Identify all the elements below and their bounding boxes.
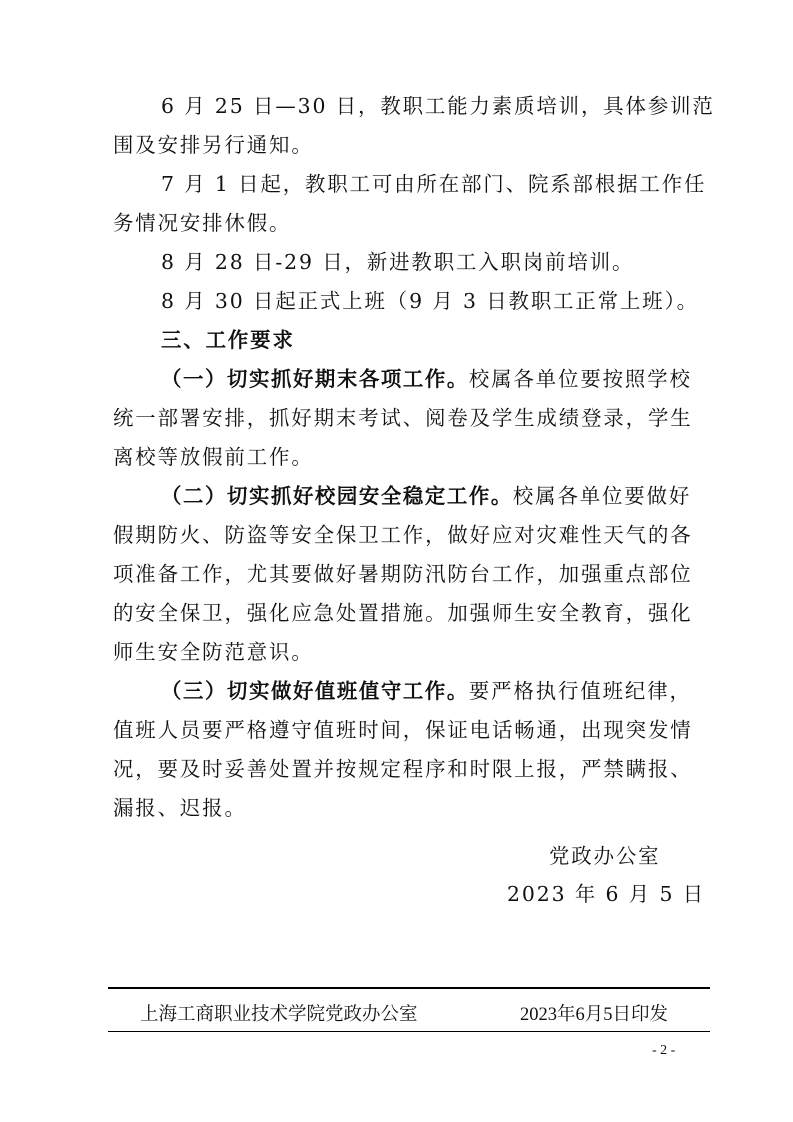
paragraph-line: 8 月 28 日-29 日，新进教职工入职岗前培训。 [161,250,635,274]
footer-issuer: 上海工商职业技术学院党政办公室 [140,1005,418,1025]
paragraph-line: 项准备工作，尤其要做好暑期防汛防台工作，加强重点部位 [113,562,693,586]
signature-office: 党政办公室 [549,844,661,868]
paragraph-line: 务情况安排休假。 [113,211,292,235]
requirement-title: （一）切实抓好期末各项工作。 [161,367,469,391]
paragraph-line: 离校等放假前工作。 [113,445,314,469]
requirement-text: 校属各单位要做好 [512,484,692,508]
paragraph-line: 师生安全防范意识。 [113,640,314,664]
requirement-text: 要严格执行值班纪律， [468,679,692,703]
paragraph-line: 漏报、迟报。 [113,796,247,820]
paragraph-line: 6 月 25 日—30 日，教职工能力素质培训，具体参训范 [161,94,715,118]
paragraph-line: 7 月 1 日起，教职工可由所在部门、院系部根据工作任 [161,172,707,196]
paragraph-line: 值班人员要严格遵守值班时间，保证电话畅通，出现突发情 [113,718,693,742]
paragraph-line: 假期防火、防盗等安全保卫工作，做好应对灾难性天气的各 [113,523,693,547]
section-heading: 三、工作要求 [161,328,295,352]
footer-bottom-rule [108,1031,710,1032]
footer-top-rule [108,987,710,989]
paragraph-line: 统一部署安排，抓好期末考试、阅卷及学生成绩登录，学生 [113,406,693,430]
paragraph-line: 8 月 30 日起正式上班（9 月 3 日教职工正常上班）。 [161,289,699,313]
requirement-text: 校属各单位要按照学校 [468,367,692,391]
page-number: - 2 - [652,1043,676,1058]
requirement-first-line [113,483,691,509]
requirement-title: （二）切实抓好校园安全稳定工作。 [161,484,513,508]
paragraph-line: 的安全保卫，强化应急处置措施。加强师生安全教育，强化 [113,601,693,625]
requirement-first-line [113,678,692,704]
requirement-first-line [113,366,692,392]
paragraph-line: 围及安排另行通知。 [113,133,314,157]
footer-issue-date: 2023年6月5日印发 [520,1005,669,1025]
signature-date: 2023 年 6 月 5 日 [507,882,706,906]
paragraph-line: 况，要及时妥善处置并按规定程序和时限上报，严禁瞒报、 [113,757,693,781]
requirement-title: （三）切实做好值班值守工作。 [161,679,469,703]
